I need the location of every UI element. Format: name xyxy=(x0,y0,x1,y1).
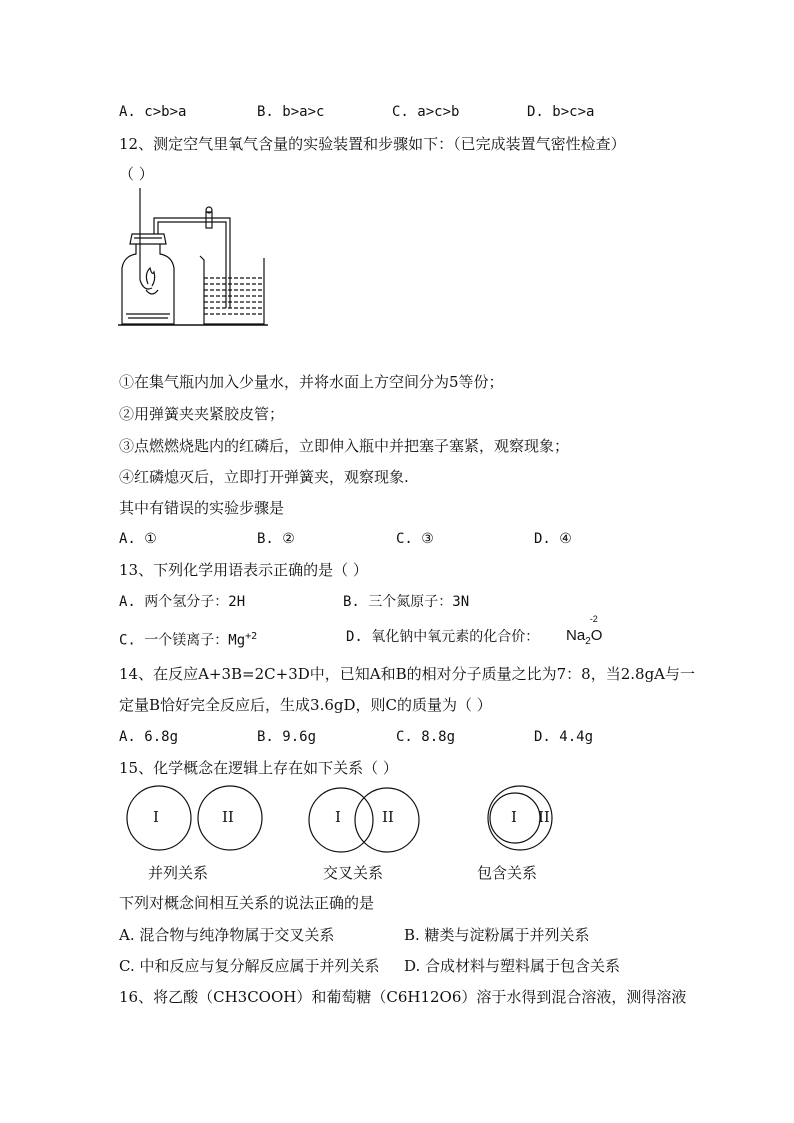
q13-stem: 13、下列化学用语表示正确的是（ ） xyxy=(119,561,368,579)
venn-parallel-label-1: I xyxy=(153,808,159,826)
q12-step-4: ④红磷熄灭后，立即打开弹簧夹，观察现象. xyxy=(119,468,409,486)
venn-cross-label-1: I xyxy=(335,808,341,826)
q12-stem: 12、测定空气里氧气含量的实验装置和步骤如下：（已完成装置气密性检查） xyxy=(119,135,626,153)
q12-option-c: C. ③ xyxy=(396,531,434,547)
q13-formula-na: Na xyxy=(566,627,586,644)
q13-option-a: A. 两个氢分子：2H xyxy=(119,594,246,610)
q12-step-3: ③点燃燃烧匙内的红磷后，立即伸入瓶中并把塞子塞紧，观察现象； xyxy=(119,437,570,455)
q15-option-d: D. 合成材料与塑料属于包含关系 xyxy=(404,957,621,975)
q14-stem-line-1: 14、在反应A+3B=2C+3D中，已知A和B的相对分子质量之比为7：8，当2.8gA与一 xyxy=(119,665,696,683)
q12-option-a: A. ① xyxy=(119,531,157,547)
q15-option-a: A. 混合物与纯净物属于交叉关系 xyxy=(119,926,335,944)
q16-stem: 16、将乙酸（CH3COOH）和葡萄糖（C6H12O6）溶于水得到混合溶液，测得溶液 xyxy=(119,988,687,1006)
q11-option-c: C. a>c>b xyxy=(392,104,460,120)
q14-stem-line-2: 定量B恰好完全反应后，生成3.6gD，则C的质量为（ ） xyxy=(119,696,492,714)
q13-option-d-text: D. 氧化钠中氧元素的化合价： xyxy=(346,629,540,645)
q13-formula-valence: -2 xyxy=(589,614,598,624)
q13-formula-subscript: 2 xyxy=(585,636,591,647)
q12-option-d: D. ④ xyxy=(534,531,572,547)
q12-question: 其中有错误的实验步骤是 xyxy=(119,499,285,517)
q13-formula xyxy=(566,614,603,656)
q13-option-c xyxy=(119,627,257,651)
q12-step-2: ②用弹簧夹夹紧胶皮管； xyxy=(119,405,285,423)
q13-option-c-charge: +2 xyxy=(245,631,258,642)
q14-option-c: C. 8.8g xyxy=(396,729,456,745)
venn-contain-caption: 包含关系 xyxy=(477,864,538,882)
venn-contain-label-2: II xyxy=(538,808,550,826)
q12-option-b: B. ② xyxy=(257,531,295,547)
venn-cross-label-2: II xyxy=(382,808,394,826)
venn-cross-caption: 交叉关系 xyxy=(323,864,384,882)
q13-formula-o: O xyxy=(590,627,603,644)
q15-option-b: B. 糖类与淀粉属于并列关系 xyxy=(404,926,590,944)
q13-option-b: B. 三个氮原子：3N xyxy=(343,594,470,610)
venn-parallel-circle-1 xyxy=(127,786,191,850)
q13-option-c-text: C. 一个镁离子：Mg xyxy=(119,632,246,649)
q15-option-c: C. 中和反应与复分解反应属于并列关系 xyxy=(119,957,380,975)
q15-stem: 15、化学概念在逻辑上存在如下关系（ ） xyxy=(119,759,398,777)
venn-parallel-label-2: II xyxy=(222,808,234,826)
q13-option-d xyxy=(346,627,539,647)
venn-parallel-caption: 并列关系 xyxy=(148,864,209,882)
venn-contain-label-1: I xyxy=(511,808,517,826)
q11-option-a: A. c>b>a xyxy=(119,104,187,120)
q14-option-d: D. 4.4g xyxy=(534,729,594,745)
q12-answer-paren: （ ） xyxy=(119,165,154,183)
q14-option-a: A. 6.8g xyxy=(119,729,179,745)
apparatus-diagram xyxy=(118,188,278,328)
q11-option-d: D. b>c>a xyxy=(527,104,595,120)
q11-option-b: B. b>a>c xyxy=(257,104,325,120)
q12-step-1: ①在集气瓶内加入少量水，并将水面上方空间分为5等份； xyxy=(119,373,504,391)
q14-option-b: B. 9.6g xyxy=(257,729,317,745)
q15-question: 下列对概念间相互关系的说法正确的是 xyxy=(119,894,375,912)
